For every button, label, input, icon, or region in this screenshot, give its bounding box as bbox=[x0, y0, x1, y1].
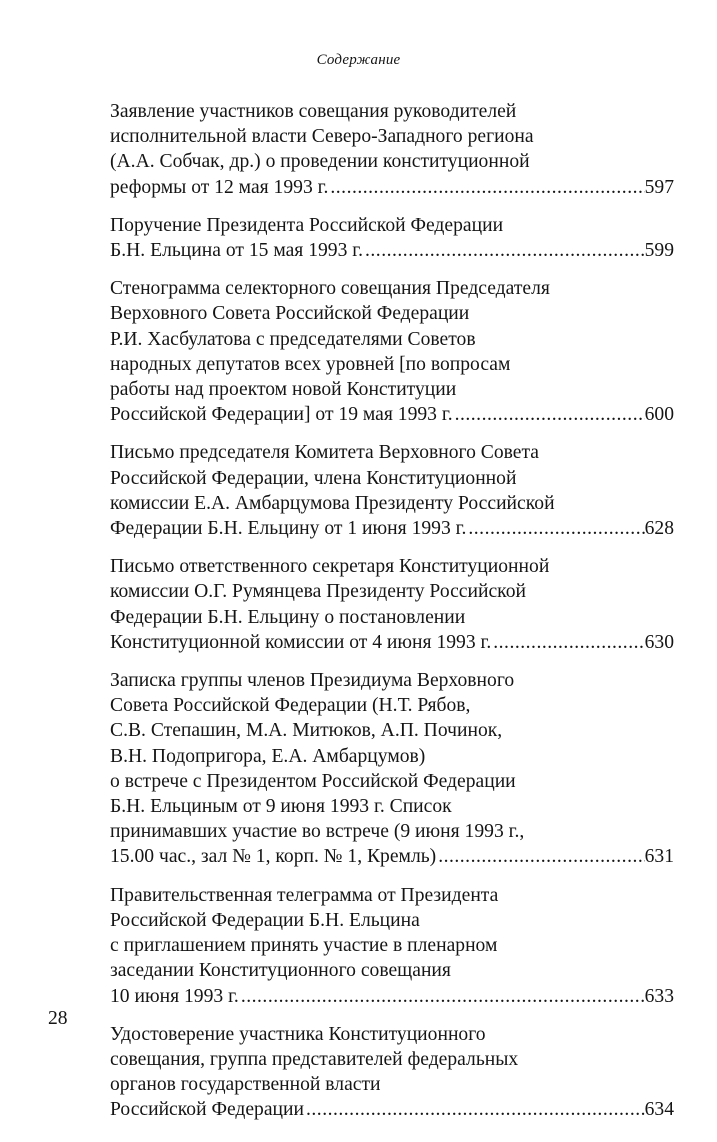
toc-entry bbox=[110, 554, 674, 655]
toc-entry-line: Письмо председателя Комитета Верховного Совета bbox=[110, 442, 539, 464]
toc-entry-line: 15.00 час., зал № 1, корп. № 1, Кремль) bbox=[110, 846, 437, 868]
toc-entry-line: комиссии О.Г. Румянцева Президенту Российской bbox=[110, 581, 526, 603]
toc-entry-line: органов государственной власти bbox=[110, 1074, 381, 1096]
toc-entry-line: С.В. Степашин, М.А. Митюков, А.П. Починок, bbox=[110, 720, 503, 742]
toc-entry-last-line bbox=[110, 630, 674, 655]
toc-entry-line: комиссии Е.А. Амбарцумова Президенту Российской bbox=[110, 492, 555, 514]
dot-leader bbox=[453, 402, 645, 427]
toc-entry bbox=[110, 276, 674, 427]
toc-entry-line: народных депутатов всех уровней [по вопросам bbox=[110, 353, 511, 375]
toc-entry-last-line bbox=[110, 402, 674, 427]
toc-entry-last-line bbox=[110, 175, 674, 200]
toc-entry-line: Российской Федерации, члена Конституционной bbox=[110, 467, 517, 489]
toc-entry-line: Конституционной комиссии от 4 июня 1993 г. bbox=[110, 631, 492, 653]
toc-entry-line: заседании Конституционного совещания bbox=[110, 960, 451, 982]
toc-entry-line: Письмо ответственного секретаря Конституционной bbox=[110, 556, 550, 578]
toc-entry-line: 10 июня 1993 г. bbox=[110, 985, 239, 1007]
page-number: 597 bbox=[644, 176, 674, 198]
toc-entry-line: Удостоверение участника Конституционного bbox=[110, 1023, 486, 1045]
toc-entry-last-line bbox=[110, 516, 674, 541]
toc-entry-last-line bbox=[110, 984, 674, 1009]
page-number: 634 bbox=[644, 1099, 674, 1121]
dot-leader bbox=[304, 1097, 645, 1122]
page-number: 630 bbox=[644, 631, 674, 653]
page-number: 633 bbox=[644, 985, 674, 1007]
toc-entry bbox=[110, 440, 674, 541]
toc-entry-line: Р.И. Хасбулатова с председателями Советов bbox=[110, 328, 476, 350]
table-of-contents bbox=[110, 99, 674, 1136]
toc-entry-line: работы над проектом новой Конституции bbox=[110, 379, 457, 401]
toc-entry-line: Заявление участников совещания руководителей bbox=[110, 101, 517, 122]
page-number: 631 bbox=[644, 846, 674, 868]
toc-entry bbox=[110, 213, 674, 263]
toc-entry-line: Совета Российской Федерации (Н.Т. Рябов, bbox=[110, 695, 471, 717]
toc-entry-line: Б.Н. Ельцина от 15 мая 1993 г. bbox=[110, 240, 364, 262]
toc-entry-line: Федерации Б.Н. Ельцину о постановлении bbox=[110, 606, 466, 628]
toc-entry-line: Российской Федерации bbox=[110, 1099, 304, 1121]
running-head: Содержание bbox=[316, 52, 401, 68]
toc-entry-last-line bbox=[110, 1097, 674, 1122]
toc-entry-last-line bbox=[110, 238, 674, 263]
toc-entry bbox=[110, 668, 674, 870]
page-folio: 28 bbox=[48, 1008, 68, 1029]
page-number: 599 bbox=[644, 240, 674, 262]
dot-leader bbox=[239, 984, 645, 1009]
toc-entry-line: Верховного Совета Российской Федерации bbox=[110, 303, 470, 325]
toc-entry-line: Стенограмма селекторного совещания Председателя bbox=[110, 278, 550, 300]
toc-entry-line: Записка группы членов Президиума Верховного bbox=[110, 670, 515, 692]
dot-leader bbox=[491, 630, 644, 655]
toc-entry bbox=[110, 883, 674, 1009]
toc-entry-line: исполнительной власти Северо-Западного региона bbox=[110, 126, 534, 148]
toc-entry-line: (А.А. Собчак, др.) о проведении конституционной bbox=[110, 151, 530, 173]
toc-entry-line: принимавших участие во встрече (9 июня 1993 г., bbox=[110, 821, 525, 843]
page-number: 600 bbox=[644, 404, 674, 426]
toc-entry-line: с приглашением принять участие в пленарном bbox=[110, 935, 498, 957]
toc-entry bbox=[110, 99, 674, 200]
toc-entry-last-line bbox=[110, 844, 674, 869]
toc-entry bbox=[110, 1022, 674, 1123]
page-number: 628 bbox=[644, 518, 674, 540]
dot-leader bbox=[466, 516, 644, 541]
toc-entry-line: Российской Федерации Б.Н. Ельцина bbox=[110, 909, 420, 931]
toc-entry-line: В.Н. Подопригора, Е.А. Амбарцумов) bbox=[110, 745, 426, 767]
toc-entry-line: Правительственная телеграмма от Президента bbox=[110, 884, 499, 906]
toc-entry-line: совещания, группа представителей федеральных bbox=[110, 1048, 519, 1070]
dot-leader bbox=[328, 175, 644, 200]
toc-entry-line: Российской Федерации] от 19 мая 1993 г. bbox=[110, 404, 453, 426]
dot-leader bbox=[363, 238, 645, 263]
toc-entry-line: Б.Н. Ельциным от 9 июня 1993 г. Список bbox=[110, 796, 452, 818]
toc-entry-line: о встрече с Президентом Российской Федерации bbox=[110, 770, 516, 792]
toc-entry-line: Поручение Президента Российской Федерации bbox=[110, 214, 504, 236]
dot-leader bbox=[436, 844, 644, 869]
toc-entry-line: реформы от 12 мая 1993 г. bbox=[110, 176, 329, 198]
toc-entry-line: Федерации Б.Н. Ельцину от 1 июня 1993 г. bbox=[110, 518, 467, 540]
